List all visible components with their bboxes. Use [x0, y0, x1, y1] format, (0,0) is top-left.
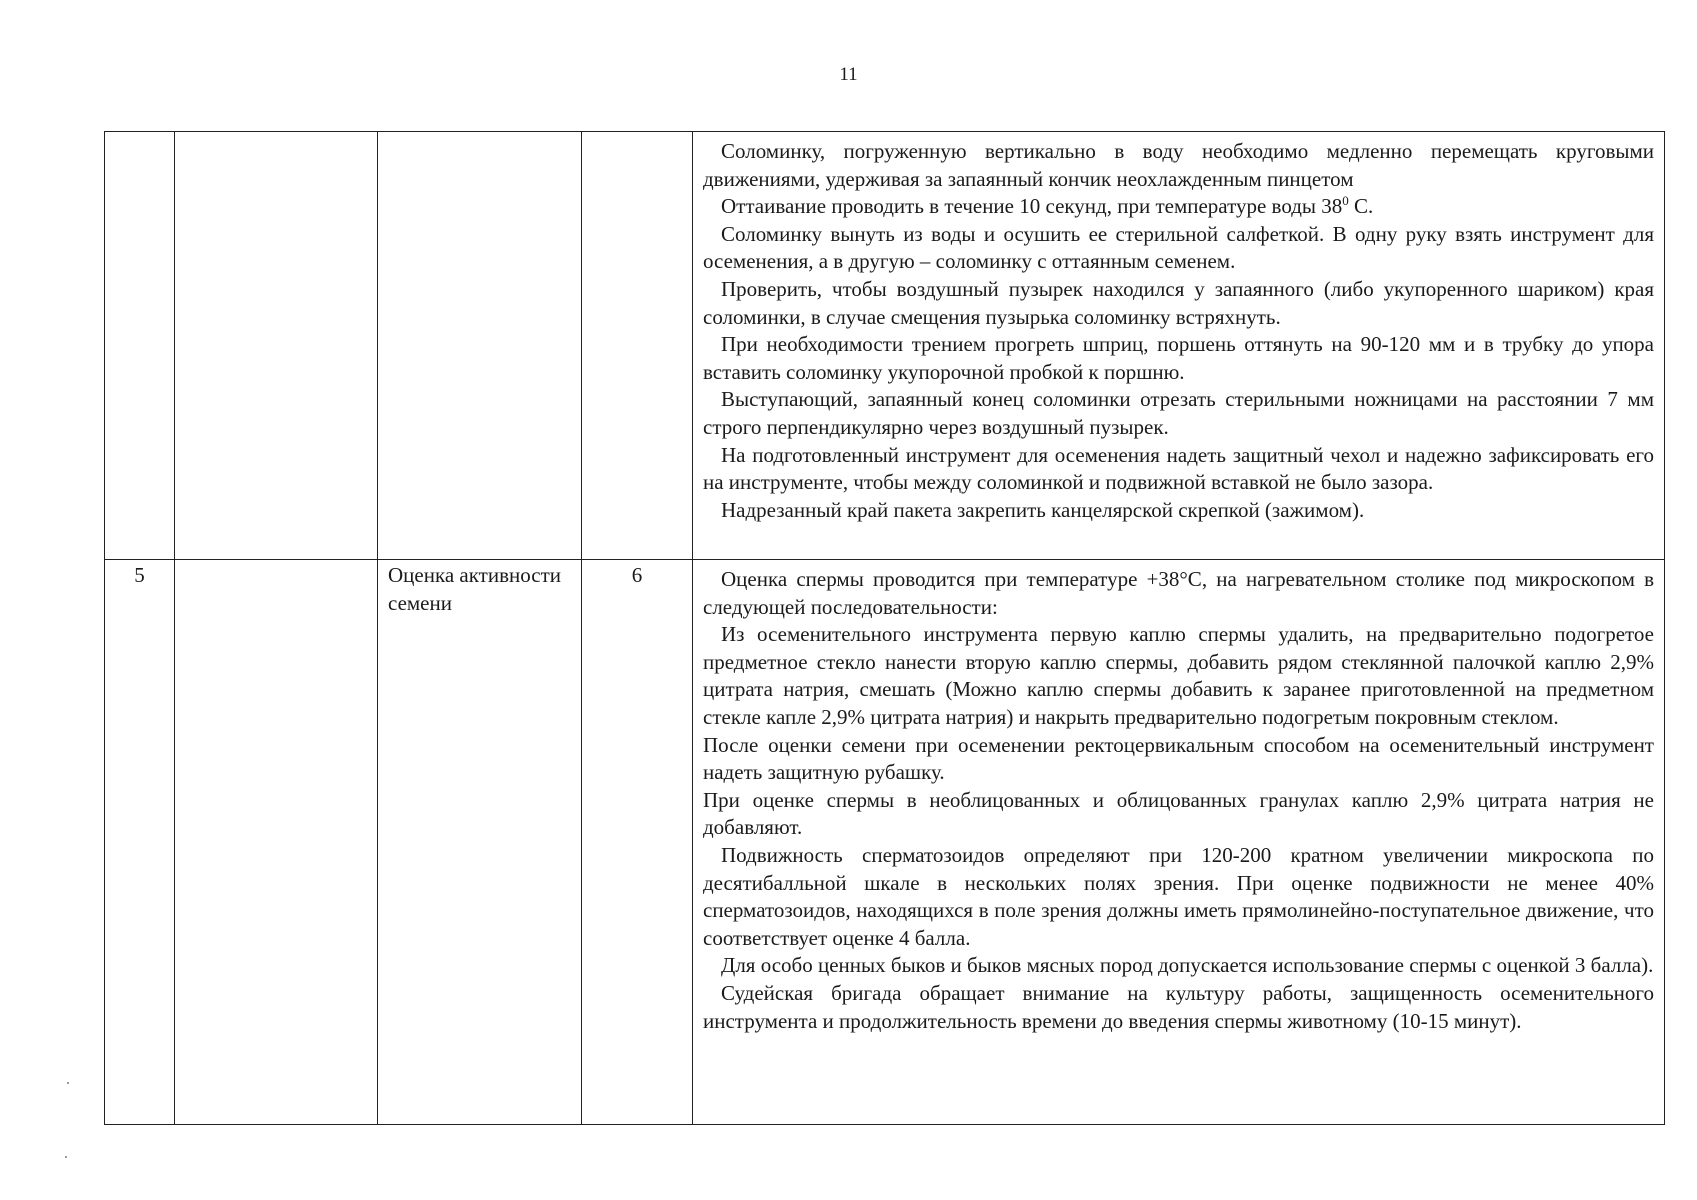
- paragraph-text: Оттаивание проводить в течение 10 секунд, при температуре воды 38: [721, 194, 1343, 219]
- description-cell: [693, 560, 1665, 1125]
- paragraph: После оценки семени при осеменении ректоцервикальным способом на осеменительный инструмент надеть защитную рубашку.: [703, 732, 1654, 785]
- table-row: [105, 560, 1665, 1125]
- paragraph: Для особо ценных быков и быков мясных пород допускается использование спермы с оценкой 3 балла).: [721, 953, 1654, 978]
- scan-speck: [65, 1156, 67, 1158]
- procedure-table: [104, 131, 1665, 1125]
- points-cell: 6: [582, 560, 693, 1125]
- paragraph: Оценка спермы проводится при температуре +38°С, на нагревательном столике под микроскопом в следующей последовательности:: [703, 567, 1654, 619]
- paragraph: Соломинку, погруженную вертикально в воду необходимо медленно перемещать круговыми движениями, удерживая за запаянный кончик неохлажденным пинцетом: [703, 139, 1654, 191]
- paragraph: На подготовленный инструмент для осеменения надеть защитный чехол и надежно зафиксировать его на инструменте, чтобы между соломинкой и подвижной вставкой не было зазора.: [703, 442, 1654, 495]
- paragraph: Подвижность сперматозоидов определяют при 120-200 кратном увеличении микроскопа по десятибалльной шкале в нескольких полях зрения. При оценке подвижности не менее 40% сперматозоидов, находящихся в поле зрения должны иметь прямолинейно-поступательное движение, что соответствует оценке 4 балла.: [703, 842, 1654, 950]
- paragraph: Из осеменительного инструмента первую каплю спермы удалить, на предварительно подогретое предметное стекло нанести вторую каплю спермы, добавить рядом стеклянной палочкой каплю 2,9% цитрата натрия, смешать (Можно каплю спермы добавить к заранее приготовленной на предметном стекле капле 2,9% цитрата натрия) и накрыть предварительно подогретым покровным стеклом.: [703, 622, 1654, 729]
- scan-speck: [67, 1082, 69, 1084]
- temperature-superscript: 0: [1342, 193, 1349, 209]
- paragraph: [703, 193, 1654, 221]
- paragraph: Выступающий, запаянный конец соломинки отрезать стерильными ножницами на расстоянии 7 мм строго перпендикулярно через воздушный пузырек.: [703, 387, 1654, 439]
- paragraph: Судейская бригада обращает внимание на культуру работы, защищенность осеменительного инструмента и продолжительность времени до введения спермы животному (10-15 минут).: [703, 980, 1654, 1033]
- empty-cell: [175, 560, 378, 1125]
- empty-cell: [175, 132, 378, 560]
- table-row: [105, 132, 1665, 560]
- points-cell: [582, 132, 693, 560]
- stage-name-cell: [378, 132, 582, 560]
- row-index-cell: [105, 132, 175, 560]
- page-number: 11: [839, 64, 858, 85]
- paragraph: При оценке спермы в необлицованных и облицованных гранулах каплю 2,9% цитрата натрия не добавляют.: [703, 787, 1654, 840]
- paragraph: Надрезанный край пакета закрепить канцелярской скрепкой (зажимом).: [721, 497, 1365, 522]
- paragraph: Проверить, чтобы воздушный пузырек находился у запаянного (либо укупоренного шариком) края соломинки, в случае смещения пузырька соломинку встряхнуть.: [703, 276, 1654, 329]
- description-cell: [693, 132, 1665, 560]
- stage-name-cell: Оценка активности семени: [378, 560, 582, 1125]
- paragraph: При необходимости трением прогреть шприц, поршень оттянуть на 90-120 мм и в трубку до упора вставить соломинку укупорочной пробкой к поршню.: [703, 332, 1654, 384]
- row-index-cell: 5: [105, 560, 175, 1125]
- paragraph: Соломинку вынуть из воды и осушить ее стерильной салфеткой. В одну руку взять инструмент для осеменения, а в другую – соломинку с оттаянным семенем.: [703, 221, 1654, 274]
- temperature-unit: С.: [1348, 194, 1374, 219]
